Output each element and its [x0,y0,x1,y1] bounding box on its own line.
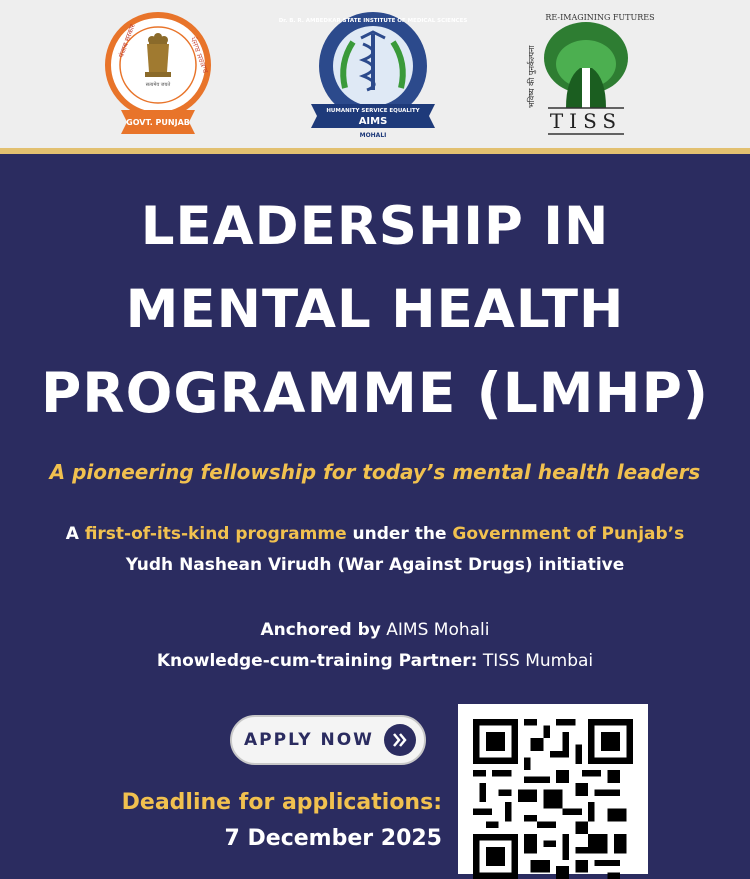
punjab-hindi-text: पंजाब सरकार [117,23,137,59]
qr-code[interactable] [458,704,648,874]
logo-header [0,0,750,148]
tiss-arc-text: RE-IMAGINING FUTURES [545,13,655,22]
description-line-2: Yudh Nashean Virudh (War Against Drugs) initiative [125,555,625,575]
punjab-gurmukhi-text: ਪੰਜਾਬ ਸਰਕਾਰ [189,35,210,75]
apply-now-button[interactable] [230,715,426,765]
govt-punjab-logo [103,10,213,138]
tiss-hindi-text: भविष्य की पुनर्कल्पना [527,45,536,108]
deadline-label: Deadline for applications: [121,790,442,815]
partner-label: Knowledge-cum-training Partner: [156,651,478,671]
anchored-by [0,620,750,640]
aims-name: AIMS [358,116,388,127]
training-partner [0,651,750,671]
anchored-label: Anchored by [260,620,381,640]
title-line-1: LEADERSHIP IN [140,196,610,257]
punjab-motto: सत्यमेव जयते [145,82,171,88]
title-line-3: PROGRAMME (LMHP) [40,361,710,425]
partner-value: TISS Mumbai [477,651,594,671]
chevron-double-right-icon [384,724,416,756]
desc-highlight-1: first-of-its-kind programme [84,524,347,544]
anchored-value: AIMS Mohali [380,620,490,640]
aims-city: MOHALI [359,132,387,139]
punjab-ribbon-text: GOVT. PUNJAB [126,118,190,127]
aims-arc-text: Dr. B. R. AMBEDKAR STATE INSTITUTE OF MEDICAL SCIENCES [278,18,468,24]
desc-highlight-2: Government of Punjab’s [452,524,685,544]
deadline-date: 7 December 2025 [224,826,442,851]
desc-a: A [65,524,85,544]
desc-c: under the [346,524,453,544]
apply-now-label: APPLY NOW [244,730,374,750]
tagline: A pioneering fellowship for today’s mental health leaders [49,460,701,484]
tiss-logo [522,8,655,140]
title-line-2: MENTAL HEALTH [125,279,625,340]
tiss-name: TISS [549,109,623,133]
description-line-1 [0,524,750,544]
qr-code-graphic [473,719,633,879]
aims-motto: HUMANITY SERVICE EQUALITY [326,108,420,114]
aims-mohali-logo [278,8,468,140]
